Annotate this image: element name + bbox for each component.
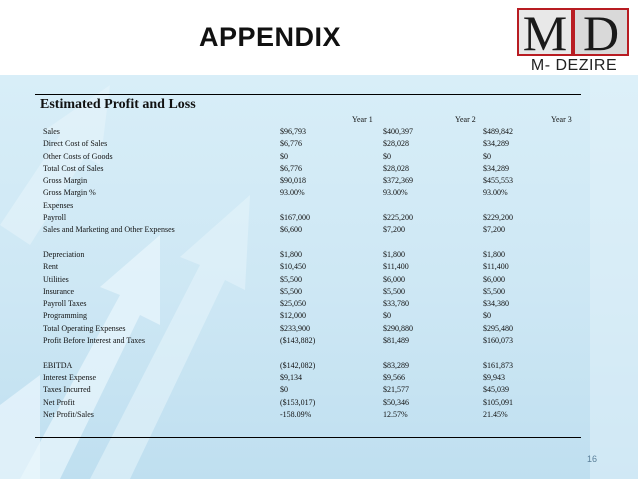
table-row — [35, 261, 581, 273]
year-3-value: $5,500 — [483, 286, 505, 296]
table-row — [35, 200, 581, 212]
year-3-value: $6,000 — [483, 274, 505, 284]
column-header-year-1: Year 1 — [352, 115, 373, 124]
table-row — [35, 397, 581, 409]
year-2-value: $0 — [383, 151, 391, 161]
row-label: Rent — [43, 262, 59, 272]
row-label: Total Cost of Sales — [43, 163, 104, 173]
year-3-value: $34,380 — [483, 299, 509, 309]
year-1-value: $9,134 — [280, 372, 302, 382]
table-row — [35, 310, 581, 322]
row-label: Net Profit — [43, 397, 75, 407]
row-label: Direct Cost of Sales — [43, 139, 108, 149]
table-row — [35, 323, 581, 335]
row-label: Sales — [43, 127, 60, 136]
year-1-value: ($142,082) — [280, 360, 316, 370]
year-1-value: $6,776 — [280, 163, 302, 173]
table-body — [35, 126, 581, 421]
row-label: Expenses — [43, 200, 74, 210]
column-header-year-3: Year 3 — [551, 115, 572, 124]
year-1-value: $6,776 — [280, 139, 302, 149]
table-row — [35, 274, 581, 286]
table-row — [35, 360, 581, 372]
row-label: Payroll — [43, 213, 67, 223]
year-2-value: $400,397 — [383, 127, 413, 136]
year-3-value: $160,073 — [483, 336, 513, 346]
slide-title: APPENDIX — [198, 22, 342, 52]
row-label: Gross Margin % — [43, 188, 96, 198]
year-2-value: $83,289 — [383, 360, 409, 370]
year-2-value: 12.57% — [383, 409, 408, 419]
year-2-value: $11,400 — [383, 262, 409, 272]
year-1-value: $96,793 — [280, 127, 306, 136]
row-label: Depreciation — [43, 249, 85, 259]
year-1-value: -158.09% — [280, 409, 312, 419]
year-2-value: $1,800 — [383, 249, 405, 259]
year-3-value: 93.00% — [483, 188, 508, 198]
year-3-value: $105,091 — [483, 397, 513, 407]
year-3-value: $34,289 — [483, 163, 509, 173]
logo-text: M- DEZIRE — [530, 57, 618, 74]
m-dezire-logo — [515, 5, 633, 74]
year-1-value: $233,900 — [280, 323, 310, 333]
row-label: Total Operating Expenses — [43, 323, 126, 333]
row-label: EBITDA — [43, 360, 73, 370]
year-2-value: $0 — [383, 311, 391, 321]
year-2-value: $81,489 — [383, 336, 409, 346]
year-3-value: $1,800 — [483, 249, 505, 259]
year-1-value: $6,600 — [280, 225, 302, 235]
table-row — [35, 298, 581, 310]
row-label: Profit Before Interest and Taxes — [43, 336, 145, 346]
year-2-value: $50,346 — [383, 397, 409, 407]
year-1-value: 93.00% — [280, 188, 305, 198]
profit-loss-table — [35, 94, 581, 438]
year-3-value: $161,873 — [483, 360, 513, 370]
year-3-value: $7,200 — [483, 225, 505, 235]
year-3-value: $295,480 — [483, 323, 513, 333]
year-2-value: $21,577 — [383, 385, 409, 395]
table-row — [35, 409, 581, 421]
year-1-value: $5,500 — [280, 286, 302, 296]
row-label: Payroll Taxes — [43, 299, 87, 309]
table-row — [35, 163, 581, 175]
year-3-value: $489,842 — [483, 127, 513, 136]
table-row — [35, 187, 581, 199]
year-1-value: $5,500 — [280, 274, 302, 284]
table-row — [35, 335, 581, 347]
year-1-value: $90,018 — [280, 176, 306, 186]
table-row — [35, 347, 581, 359]
row-label: Taxes Incurred — [43, 385, 91, 395]
year-2-value: $290,880 — [383, 323, 413, 333]
year-2-value: $33,780 — [383, 299, 409, 309]
year-2-value: $372,369 — [383, 176, 413, 186]
table-row — [35, 138, 581, 150]
table-row — [35, 286, 581, 298]
year-2-value: $28,028 — [383, 163, 409, 173]
year-2-value: $6,000 — [383, 274, 405, 284]
row-label: Other Costs of Goods — [43, 151, 113, 161]
year-1-value: $25,050 — [280, 299, 306, 309]
table-row — [35, 237, 581, 249]
year-3-value: $34,289 — [483, 139, 509, 149]
year-3-value: $229,200 — [483, 213, 513, 223]
year-3-value: $0 — [483, 311, 491, 321]
year-2-value: $5,500 — [383, 286, 405, 296]
year-1-value: ($143,882) — [280, 336, 316, 346]
logo-letter-d: D — [573, 8, 629, 56]
column-header-year-2: Year 2 — [455, 115, 476, 124]
year-2-value: $7,200 — [383, 225, 405, 235]
row-label: Programming — [43, 311, 87, 321]
year-1-value: $10,450 — [280, 262, 306, 272]
page-number: 16 — [587, 454, 598, 464]
year-3-value: $455,553 — [483, 176, 513, 186]
year-1-value: $1,800 — [280, 249, 302, 259]
year-2-value: $28,028 — [383, 139, 409, 149]
year-1-value: $0 — [280, 385, 288, 395]
row-label: Net Profit/Sales — [43, 409, 94, 419]
year-3-value: $9,943 — [483, 372, 505, 382]
table-row — [35, 175, 581, 187]
row-label: Utilities — [43, 274, 69, 284]
row-label: Gross Margin — [43, 176, 88, 186]
year-1-value: ($153,017) — [280, 397, 316, 407]
year-3-value: 21.45% — [483, 409, 508, 419]
content-panel — [0, 75, 638, 479]
table-row — [35, 126, 581, 138]
table-row — [35, 384, 581, 396]
year-1-value: $0 — [280, 151, 288, 161]
year-2-value: 93.00% — [383, 188, 408, 198]
table-heading: Estimated Profit and Loss — [40, 97, 196, 112]
logo-letter-m: M — [517, 8, 573, 56]
table-row — [35, 224, 581, 236]
year-3-value: $0 — [483, 151, 491, 161]
year-3-value: $11,400 — [483, 262, 509, 272]
year-1-value: $12,000 — [280, 311, 306, 321]
year-1-value: $167,000 — [280, 213, 310, 223]
row-label: Sales and Marketing and Other Expenses — [43, 225, 175, 235]
year-2-value: $225,200 — [383, 213, 413, 223]
row-label: Interest Expense — [43, 372, 97, 382]
row-label: Insurance — [43, 286, 75, 296]
year-2-value: $9,566 — [383, 372, 405, 382]
table-row — [35, 249, 581, 261]
table-row — [35, 372, 581, 384]
year-3-value: $45,039 — [483, 385, 509, 395]
table-row — [35, 151, 581, 163]
table-row — [35, 212, 581, 224]
